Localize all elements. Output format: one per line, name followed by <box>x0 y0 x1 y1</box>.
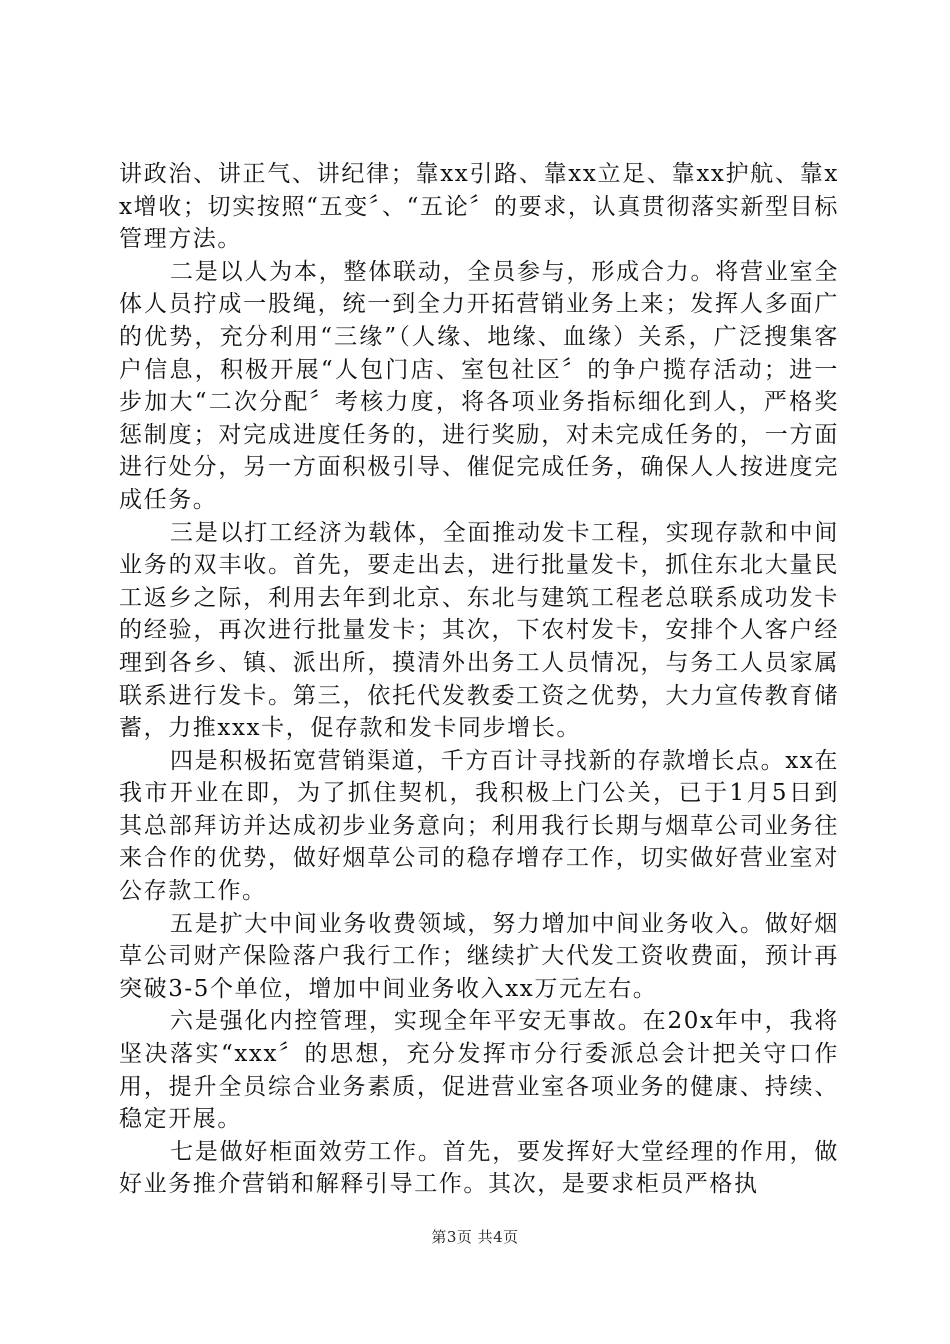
paragraph-point-five: 五是扩大中间业务收费领域，努力增加中间业务收入。做好烟草公司财产保险落户我行工作；继续扩大代发工资收费面，预计再突破3-5个单位，增加中间业务收入xx万元左右。 <box>119 910 839 1002</box>
paragraph-point-four: 四是积极拓宽营销渠道，千方百计寻找新的存款增长点。xx在我市开业在即，为了抓住契机，我积极上门公关，已于1月5日到其总部拜访并达成初步业务意向；利用我行长期与烟草公司业务往来合作的优势，做好烟草公司的稳存增存工作，切实做好营业室对公存款工作。 <box>119 747 839 905</box>
document-body <box>119 158 839 1201</box>
paragraph-point-seven: 七是做好柜面效劳工作。首先，要发挥好大堂经理的作用，做好业务推介营销和解释引导工作。其次，是要求柜员严格执 <box>119 1138 839 1198</box>
page-number-footer: 第3页 共4页 <box>431 1228 519 1246</box>
paragraph-point-six: 六是强化内控管理，实现全年平安无事故。在20x年中，我将坚决落实“xxx〞的思想，充分发挥市分行委派总会计把关守口作用，提升全员综合业务素质，促进营业室各项业务的健康、持续、稳定开展。 <box>119 1008 839 1133</box>
paragraph-continuation: 讲政治、讲正气、讲纪律；靠xx引路、靠xx立足、靠xx护航、靠xx增收；切实按照“五变〞、“五论〞的要求，认真贯彻落实新型目标管理方法。 <box>119 161 839 253</box>
paragraph-point-two: 二是以人为本，整体联动，全员参与，形成合力。将营业室全体人员拧成一股绳，统一到全力开拓营销业务上来；发挥人多面广的优势，充分利用“三缘”（人缘、地缘、血缘）关系，广泛搜集客户信息，积极开展“人包门店、室包社区〞的争户揽存活动；进一步加大“二次分配〞考核力度，将各项业务指标细化到人，严格奖惩制度；对完成进度任务的，进行奖励，对未完成任务的，一方面进行处分，另一方面积极引导、催促完成任务，确保人人按进度完成任务。 <box>119 258 839 513</box>
paragraph-point-three: 三是以打工经济为载体，全面推动发卡工程，实现存款和中间业务的双丰收。首先，要走出去，进行批量发卡，抓住东北大量民工返乡之际，利用去年到北京、东北与建筑工程老总联系成功发卡的经验，再次进行批量发卡；其次，下农村发卡，安排个人客户经理到各乡、镇、派出所，摸清外出务工人员情况，与务工人员家属联系进行发卡。第三，依托代发教委工资之优势，大力宣传教育储蓄，力推xxx卡，促存款和发卡同步增长。 <box>119 519 839 742</box>
